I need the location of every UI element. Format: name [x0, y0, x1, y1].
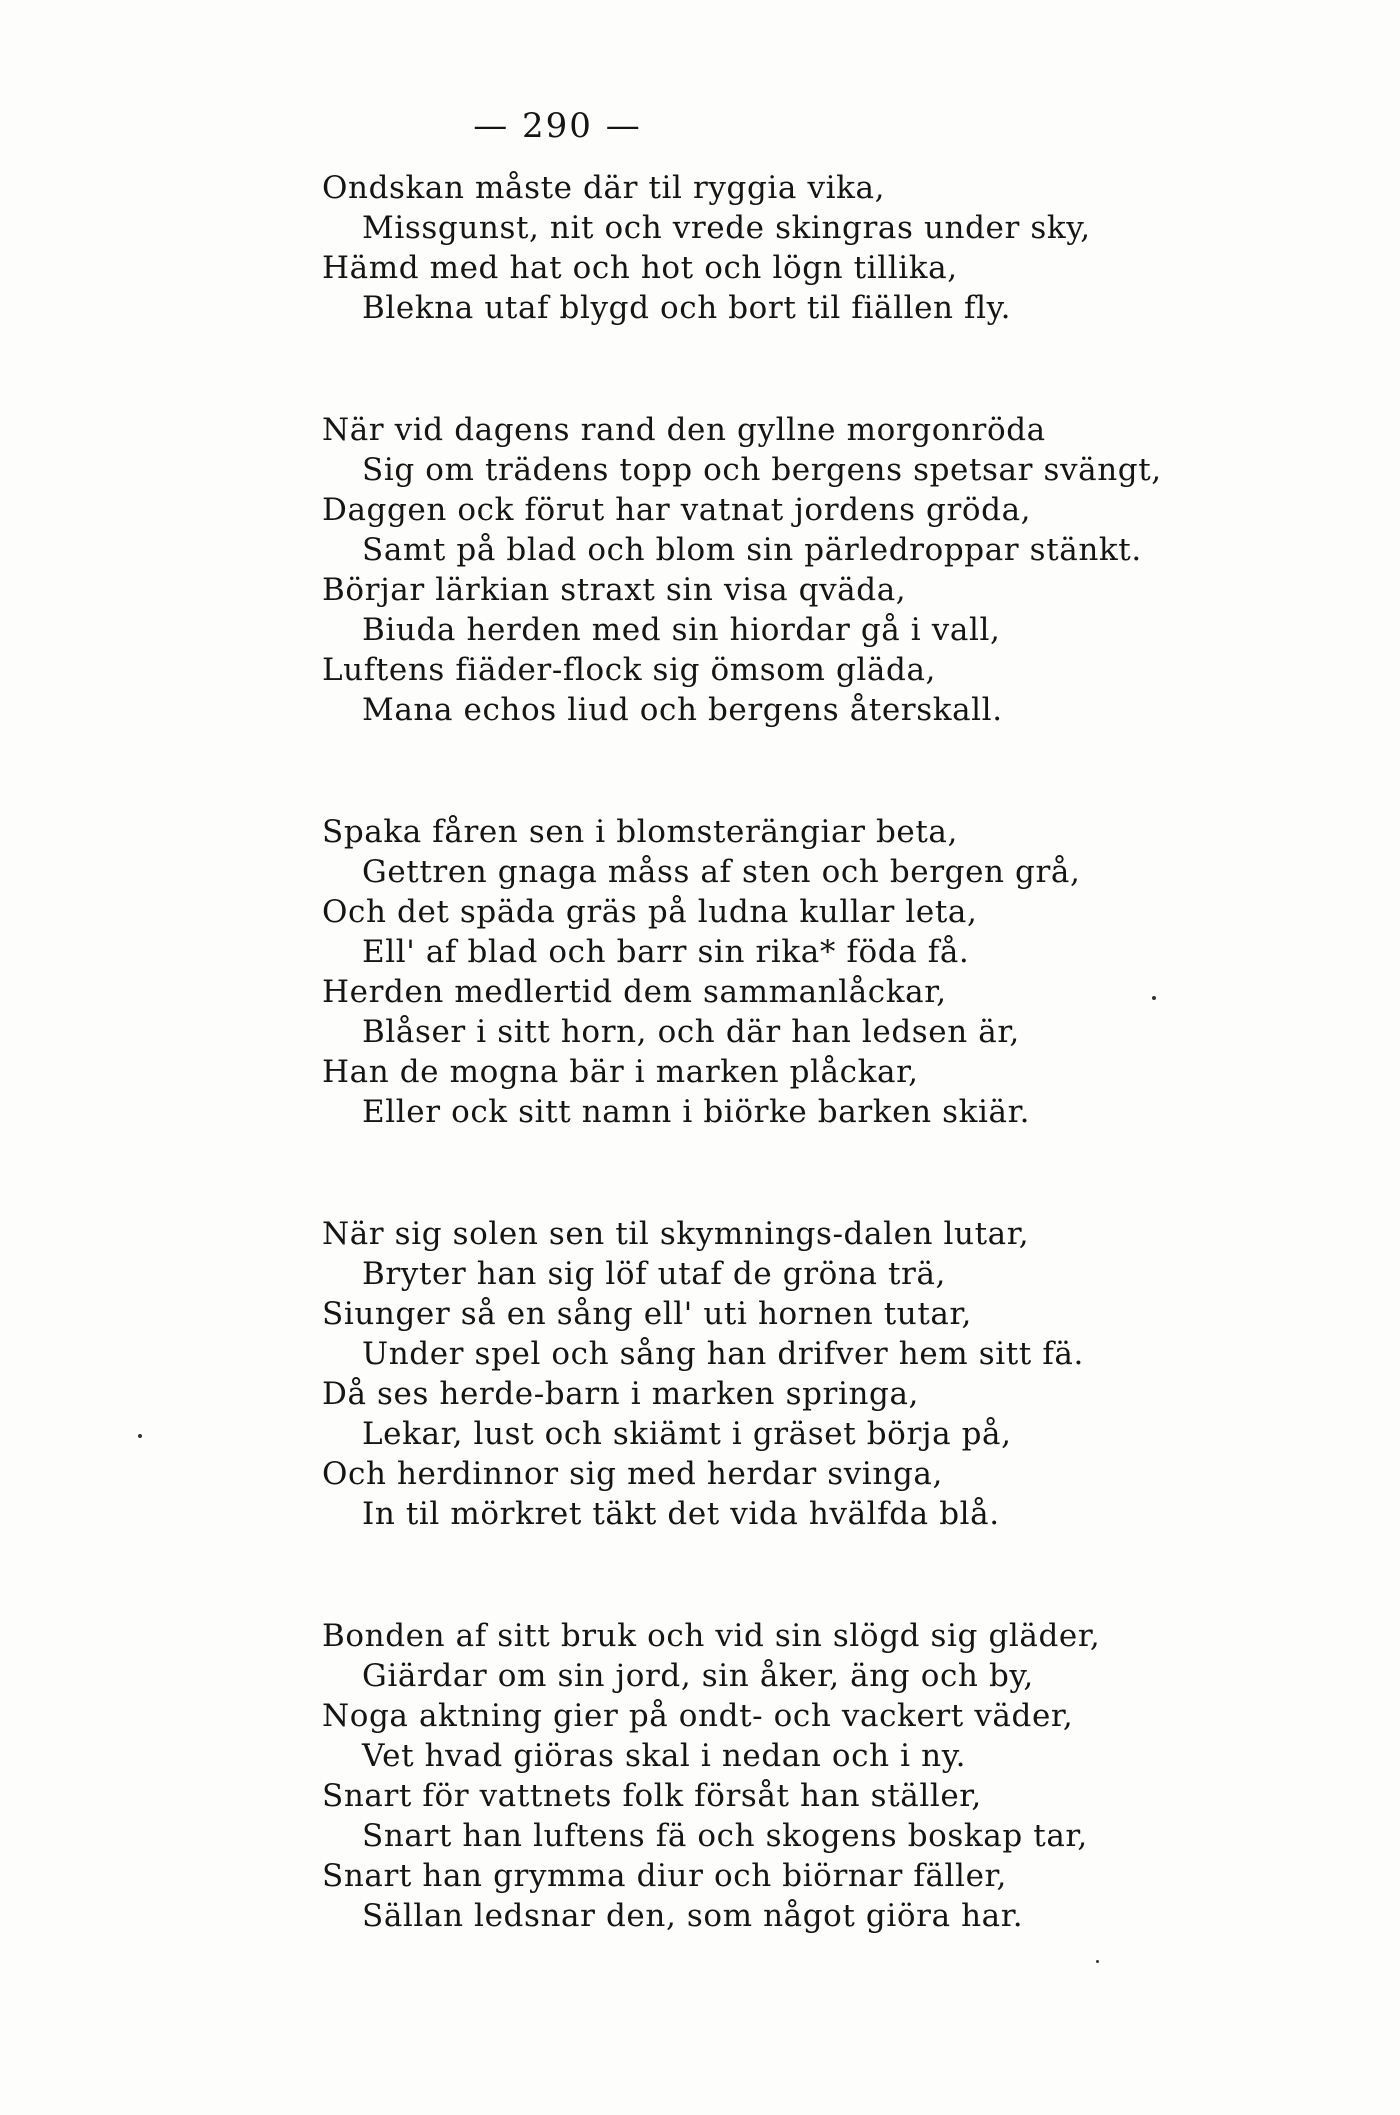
verse-line: Snart han luftens fä och skogens boskap tar, — [362, 1818, 1088, 1854]
print-speck — [138, 1434, 142, 1438]
verse-line: Hämd med hat och hot och lögn tillika, — [322, 250, 958, 286]
verse-line: Noga aktning gier på ondt- och vackert väder, — [322, 1698, 1074, 1734]
verse-line: Mana echos liud och bergens återskall. — [362, 692, 1003, 728]
stanza — [322, 1616, 1362, 1936]
verse-line: Sällan ledsnar den, som något giöra har. — [362, 1898, 1024, 1934]
stanza — [322, 812, 1362, 1132]
poem — [322, 168, 1362, 2018]
verse-line: Då ses herde-barn i marken springa, — [322, 1376, 920, 1412]
verse-line: Bonden af sitt bruk och vid sin slögd sig gläder, — [322, 1618, 1101, 1654]
verse-line: Och det späda gräs på ludna kullar leta, — [322, 894, 978, 930]
verse-line: Daggen ock förut har vatnat jordens gröda, — [322, 492, 1032, 528]
stanza — [322, 168, 1362, 328]
verse-line: När sig solen sen til skymnings-dalen lutar, — [322, 1216, 1030, 1252]
verse-line: Ell' af blad och barr sin rika* föda få. — [362, 934, 970, 970]
stanza — [322, 410, 1362, 730]
verse-line: Blåser i sitt horn, och där han ledsen är, — [362, 1014, 1020, 1050]
verse-line: Han de mogna bär i marken plåckar, — [322, 1054, 919, 1090]
verse-line: Under spel och sång han drifver hem sitt fä. — [362, 1336, 1084, 1372]
verse-line: Bryter han sig löf utaf de gröna trä, — [362, 1256, 946, 1292]
verse-line: När vid dagens rand den gyllne morgonröda — [322, 412, 1046, 448]
verse-line: Eller ock sitt namn i biörke barken skiär. — [362, 1094, 1031, 1130]
print-speck — [1152, 996, 1156, 1000]
verse-line: Ondskan måste där til ryggia vika, — [322, 170, 886, 206]
verse-line: Blekna utaf blygd och bort til fiällen fly. — [362, 290, 1012, 326]
print-speck — [1096, 1960, 1099, 1963]
verse-line: Biuda herden med sin hiordar gå i vall, — [362, 612, 1001, 648]
verse-line: Och herdinnor sig med herdar svinga, — [322, 1456, 943, 1492]
verse-line: Spaka fåren sen i blomsterängiar beta, — [322, 814, 958, 850]
verse-line: Snart för vattnets folk försåt han ställer, — [322, 1778, 982, 1814]
stanza — [322, 1214, 1362, 1534]
verse-line: Missgunst, nit och vrede skingras under sky, — [362, 210, 1091, 246]
verse-line: Gettren gnaga måss af sten och bergen grå, — [362, 854, 1081, 890]
verse-line: Lekar, lust och skiämt i gräset börja på, — [362, 1416, 1012, 1452]
verse-line: Sig om trädens topp och bergens spetsar svängt, — [362, 452, 1162, 488]
verse-line: Giärdar om sin jord, sin åker, äng och by, — [362, 1658, 1034, 1694]
verse-line: Herden medlertid dem sammanlåckar, — [322, 974, 947, 1010]
verse-line: Siunger så en sång ell' uti hornen tutar, — [322, 1296, 972, 1332]
verse-line: Samt på blad och blom sin pärledroppar stänkt. — [362, 532, 1142, 568]
verse-line: In til mörkret täkt det vida hvälfda blå. — [362, 1496, 1000, 1532]
verse-line: Snart han grymma diur och biörnar fäller, — [322, 1858, 1007, 1894]
verse-line: Börjar lärkian straxt sin visa qväda, — [322, 572, 907, 608]
page-number: — 290 — — [473, 106, 642, 146]
verse-line: Vet hvad giöras skal i nedan och i ny. — [362, 1738, 967, 1774]
verse-line: Luftens fiäder-flock sig ömsom gläda, — [322, 652, 936, 688]
